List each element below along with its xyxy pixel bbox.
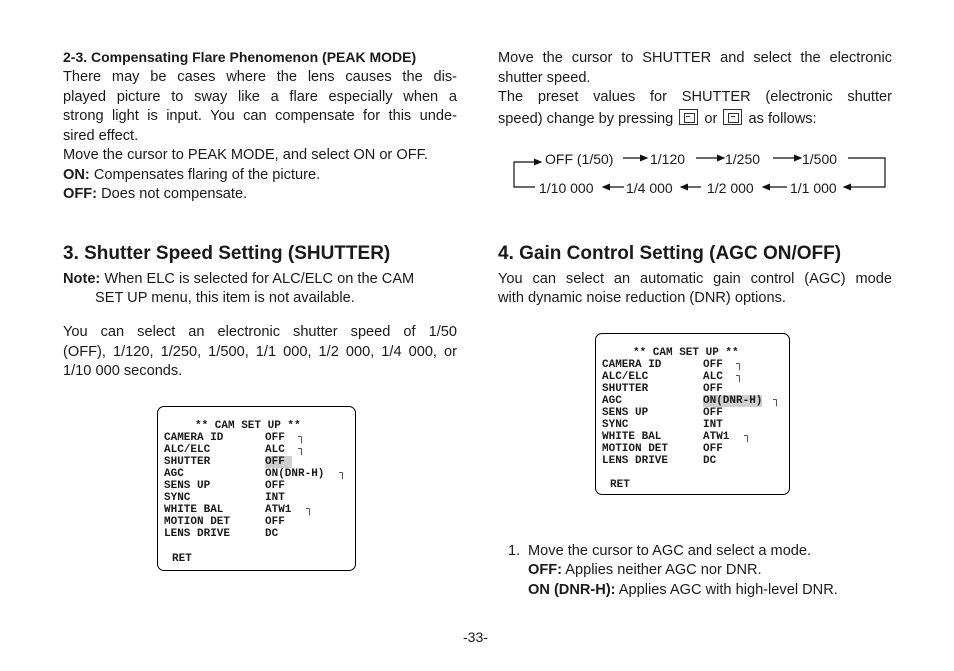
flow-value: 1/2 000 [707,180,754,196]
step-off-label: OFF: [528,562,563,578]
submenu-arrow-icon: ┐ [339,468,346,480]
menu-row-label: SYNC [602,419,629,431]
menu-row-value: OFF [265,516,285,528]
menu-row-label: SENS UP [164,480,211,492]
flow-value: 1/1 000 [790,180,837,196]
menu-cursor-agc: ON(DNR-H) [703,395,763,407]
agc-line: with dynamic noise reduction (DNR) options. [498,290,786,306]
preset-line2 [498,109,817,130]
preset-text-a: speed) change by pressing [498,111,674,127]
menu-row-value: ON(DNR-H) [265,468,325,480]
step-number: 1. [508,543,521,559]
menu-row-label: WHITE BAL [164,504,224,516]
menu-row-value: OFF [703,359,723,371]
menu-row-value: ATW1 [703,431,730,443]
step-on-label: ON (DNR-H): [528,582,616,598]
flow-value: OFF (1/50) [545,151,614,167]
cam-setup-menu-shutter [157,406,356,571]
shutter-line: 1/10 000 seconds. [63,363,183,379]
submenu-arrow-icon: ┐ [744,431,751,443]
menu-row-value: OFF [265,480,285,492]
page-number: -33- [463,629,488,645]
menu-row-label: SHUTTER [164,456,211,468]
menu-row-value: OFF [703,443,723,455]
menu-row-label: SHUTTER [602,383,649,395]
menu-row-label: LENS DRIVE [602,455,669,467]
menu-row-value: INT [703,419,723,431]
flow-value: 1/500 [802,151,838,167]
note-line2: SET UP menu, this item is not available. [95,290,355,306]
peak-line: strong light is input. You can compensate for this unde- [63,108,457,124]
submenu-arrow-icon: ┐ [773,395,780,407]
cam-setup-menu-agc [595,333,790,495]
submenu-arrow-icon: ┐ [298,444,305,456]
on-text: Compensates flaring of the picture. [89,167,321,183]
preset-line1: The preset values for SHUTTER (electronic shutter [498,89,892,105]
menu-row-value: ALC [265,444,285,456]
note-line1: When ELC is selected for ALC/ELC on the CAM [100,271,415,287]
right-arrow-key-icon [723,109,742,125]
menu-row-label: ALC/ELC [602,371,649,383]
step-on-text: Applies AGC with high-level DNR. [615,582,838,598]
submenu-arrow-icon: ┐ [736,371,743,383]
menu-ret: RET [610,479,630,491]
step-text: Move the cursor to AGC and select a mode. [528,543,812,559]
shutter-heading: 3. Shutter Speed Setting (SHUTTER) [63,243,391,264]
menu-row-label: SYNC [164,492,191,504]
shutter-line: You can select an electronic shutter speed of 1/50 [63,324,457,340]
flow-value: 1/250 [725,151,761,167]
menu-row-value: ALC [703,371,723,383]
preset-or: or [704,111,718,127]
menu-row-label: AGC [164,468,184,480]
submenu-arrow-icon: ┐ [298,432,305,444]
preset-text-b: as follows: [748,111,817,127]
flow-value: 1/120 [650,151,686,167]
menu-row-value: DC [703,455,717,467]
menu-row-label: CAMERA ID [602,359,662,371]
menu-cursor-shutter: OFF [265,456,292,468]
menu-row-label: AGC [602,395,622,407]
menu-row-value: DC [265,528,279,540]
peak-mode-heading: 2-3. Compensating Flare Phenomenon (PEAK MODE) [63,49,417,65]
on-label: ON: [63,167,90,183]
peak-on-option [63,166,320,186]
shutter-move-line: shutter speed. [498,70,591,86]
shutter-line: (OFF), 1/120, 1/250, 1/500, 1/1 000, 1/2 000, 1/4 000, or [63,344,457,360]
peak-move-instruction: Move the cursor to PEAK MODE, and select ON or OFF. [63,147,428,163]
menu-row-label: MOTION DET [602,443,669,455]
menu-row-label: CAMERA ID [164,432,224,444]
peak-line: sired effect. [63,128,139,144]
menu-row-label: LENS DRIVE [164,528,231,540]
menu-row-value: ATW1 [265,504,292,516]
flow-value: 1/10 000 [539,180,594,196]
peak-off-option [63,185,247,205]
note-label: Note: [63,271,101,287]
menu-ret: RET [172,553,192,565]
submenu-arrow-icon: ┐ [306,504,313,516]
step-off-text: Applies neither AGC nor DNR. [562,562,762,578]
shutter-note [63,270,457,290]
menu-row-value: OFF [703,407,723,419]
menu-row-value: OFF [265,432,285,444]
off-label: OFF: [63,186,98,202]
step-on-option [528,581,838,601]
left-arrow-key-icon [679,109,698,125]
menu-row-value: OFF [703,383,723,395]
menu-row-value: INT [265,492,285,504]
menu-row-label: ALC/ELC [164,444,211,456]
flow-value: 1/4 000 [626,180,673,196]
submenu-arrow-icon: ┐ [736,359,743,371]
agc-heading: 4. Gain Control Setting (AGC ON/OFF) [498,243,842,264]
shutter-move-line: Move the cursor to SHUTTER and select the electronic [498,50,892,66]
agc-line: You can select an automatic gain control (AGC) mode [498,271,892,287]
peak-line: There may be cases where the lens causes the dis- [63,69,457,85]
menu-row-label: WHITE BAL [602,431,662,443]
menu-row-label: SENS UP [602,407,649,419]
off-text: Does not compensate. [97,186,248,202]
peak-line: played picture to sway like a flare especially when a [63,89,457,105]
menu-title: ** CAM SET UP ** [633,347,739,359]
menu-row-label: MOTION DET [164,516,231,528]
step-off-option [528,561,762,581]
menu-title: ** CAM SET UP ** [195,420,301,432]
